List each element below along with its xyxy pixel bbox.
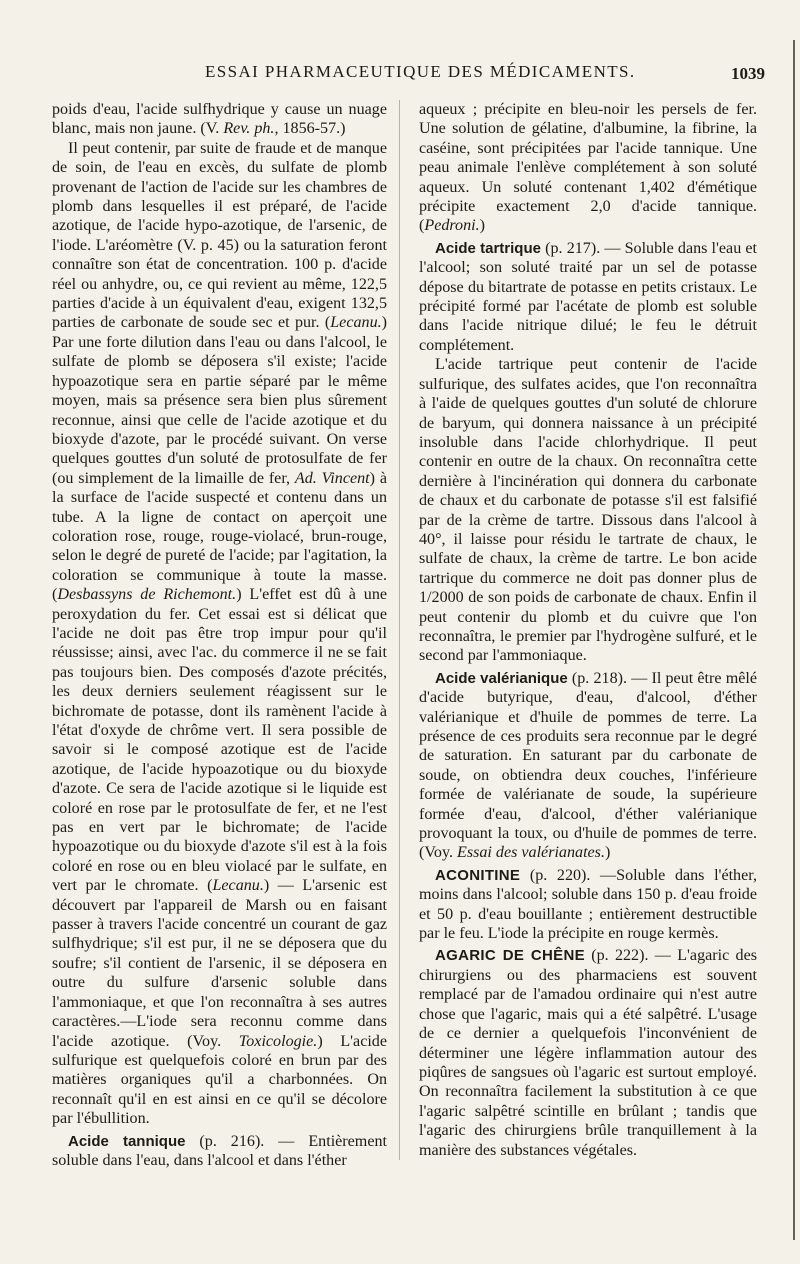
paragraph-continued: [419, 100, 757, 236]
entry-acide-tartrique: [419, 239, 757, 355]
text-run: ) Par une forte dilution dans l'eau ou dans l'alcool, le sulfate de plomb se déposera s'il existe; l'acide hypoazotique sera en partie séparé par le même moyen, mais sa présence sera bien plus sûrement reconnue, ainsi que celle de l'acide azotique et du bioxyde d'azote, par le procédé suivant. On verse quelques gouttes d'un soluté de protosulfate de fer (ou simplement de la limaille de fer,: [52, 314, 387, 487]
text-run: poids d'eau, l'acide sulfhydrique y cause un nuage blanc, mais non jaune. (V.: [52, 101, 387, 138]
text-run: ): [604, 844, 611, 862]
entry-acide-tannique: [52, 1132, 387, 1171]
paragraph-tartrique-impurities: L'acide tartrique peut contenir de l'acide sulfurique, des sulfates acides, que l'on reconnaîtra à l'aide de quelques gouttes d'un soluté de chlorure de baryum, qui donnera naissance à un précipité insoluble dans l'acide chlorhydrique. Il peut contenir en outre de la chaux. On reconnaîtra cette dernière à l'incinération qui donnera du carbonate de chaux et du carbonate de potasse s'il est falsifié par de la crème de tartre. Dissous dans l'alcool à 40°, il laisse pour résidu le tartrate de chaux, le sulfate de chaux, la crème de tartre. Le bon acide tartrique du commerce ne doit pas donner plus de 1/2000 de son poids de carbonate de chaux. Enfin il peut contenir du plomb et du cuivre que l'on reconnaîtra, le premier par l'hydrogène sulfuré, et le second par l'ammoniaque.: [419, 356, 757, 665]
text-run: (p. 217). — Soluble dans l'eau et l'alcool; son soluté traité par un sel de potasse dépose du bitartrate de potasse en petits cristaux. Le précipité formé par l'acétate de plomb est soluble dans l'acide nitrique dilué; le feu le détruit complétement.: [419, 239, 757, 354]
reference: Toxicologie.: [238, 1032, 318, 1050]
reference: Lecanu.: [212, 877, 264, 895]
text-run: aqueux ; précipite en bleu-noir les persels de fer. Une solution de gélatine, d'albumine, la fibrine, la caséine, sont précipitées par l'acide tannique. Une peau animale l'enlève complétement à son soluté aqueux. Un soluté contenant 1,402 d'émétique précipite exactement 2,0 d'acide tannique. (: [419, 101, 757, 235]
reference: Desbassyns de Richemont.: [57, 586, 237, 604]
text-run: (p. 222). — L'agaric des chirurgiens ou des pharmaciens est souvent remplacé par de l'amadou ordinaire qui n'est autre chose que l'agaric, mais qui a été salpêtré. L'usage de ce dernier a quelquefois l'inconvénient de déterminer une légère inflammation autour des piqûres de sangsues où l'agaric est surtout employé. On reconnaîtra facilement la substitution à ce que l'agaric salpêtré scintille en brûlant ; tandis que l'agaric des chirurgiens brûle tranquillement à la manière des substances végétales.: [419, 947, 757, 1159]
entry-term: AGARIC DE CHÊNE: [435, 947, 585, 965]
paragraph-sulfuric-impurities: [52, 139, 387, 1129]
reference: Pedroni.: [424, 217, 480, 235]
reference: Ad. Vincent: [294, 469, 370, 487]
text-run: (p. 216). — Entièrement soluble dans l'eau, dans l'alcool et dans l'éther: [52, 1132, 387, 1169]
reference: Rev. ph.: [223, 120, 275, 138]
entry-term: Acide valérianique: [435, 669, 568, 687]
reference: Lecanu.: [330, 314, 382, 332]
running-title: ESSAI PHARMACEUTIQUE DES MÉDICAMENTS.: [205, 62, 636, 81]
column-divider: [399, 100, 400, 1160]
right-column: [419, 100, 757, 1160]
text-run: ) — L'arsenic est découvert par l'appareil de Marsh ou en faisant passer à travers l'acide concentré un courant de gaz sulfhydrique; s'il est pur, il ne se déposera que du soufre; s'il contient de l'arsenic, il se déposera en outre du sulfure d'arsenic soluble dans l'ammoniaque, et que l'on reconnaîtra à ses autres caractères.—L'iode sera reconnu comme dans l'acide azotique. (Voy.: [52, 877, 387, 1050]
reference: Essai des valérianates.: [457, 844, 605, 862]
entry-acide-valerianique: [419, 669, 757, 863]
paragraph-continued: [52, 100, 387, 139]
text-run: ): [479, 217, 485, 235]
text-run: (p. 220). —Soluble dans l'éther, moins dans l'alcool; soluble dans 150 p. d'eau froide et 50 p. d'eau bouillante ; entièrement destructible par le feu. L'iode la précipite en rouge kermès.: [419, 866, 757, 943]
text-run: , 1856-57.): [274, 120, 346, 138]
left-column: [52, 100, 387, 1170]
text-run: ) à la surface de l'acide suspecté et contenu dans un tube. A la ligne de contact on aperçoit une coloration rose, rouge, rouge-violacé, brun-rouge, selon le degré de pureté de l'acide; par l'agitation, la coloration se communique à toute la masse. (: [52, 469, 387, 604]
text-run: ) L'acide sulfurique est quelquefois coloré en brun par des matières organiques qu'il a charbonnées. On reconnaît qu'il en est ainsi en ce qu'il se décolore par l'ébullition.: [52, 1032, 387, 1128]
text-run: Il peut contenir, par suite de fraude et de manque de soin, de l'eau en excès, du sulfate de plomb provenant de l'action de l'acide sur les chambres de plomb dans lesquelles il est préparé, de l'acide azotique, de l'acide hypo-azotique, de l'arsenic, de l'iode. L'aréomètre (V. p. 45) ou la saturation feront connaître son état de concentration. 100 p. d'acide réel ou anhydre, ou, ce qui revient au même, 122,5 parties d'acide à un équivalent d'eau, exigent 132,5 parties de carbonate de soude sec et pur. (: [52, 139, 387, 332]
page-number: 1039: [731, 64, 765, 83]
entry-aconitine: [419, 866, 757, 944]
entry-term: Acide tartrique: [435, 239, 541, 257]
text-run: (p. 218). — Il peut être mêlé d'acide butyrique, d'eau, d'alcool, d'éther valérianique et d'huile de pommes de terre. La présence de ces produits sera reconnue par le degré de saturation. En saturant par du carbonate de soude, on obtiendra deux couches, l'inférieure formée de valérianate de soude, la supérieure formée d'eau, d'alcool, d'éther valérianique provoquant la toux, ou d'huile de pommes de terre. (Voy.: [419, 669, 757, 862]
entry-agaric-de-chene: [419, 946, 757, 1159]
page-header: [50, 62, 765, 92]
entry-term: Acide tannique: [68, 1132, 186, 1150]
text-run: ) L'effet est dû à une peroxydation du fer. Cet essai est si délicat que l'acide ne doit pas être trop impur pour qu'il réussisse; ainsi, avec l'ac. du commerce il ne se fait pas toujours bien. Des composés d'azote précités, les deux derniers seulement réagissent sur le bichromate de potasse, dont ils ramènent l'acide à l'état d'oxyde de chrôme vert. Il sera possible de savoir si le composé azotique est de l'acide azotique, de l'acide hypoazotique ou du bioxyde d'azote. Ce sera de l'acide azotique si le liquide est coloré en rose par le protosulfate de fer, et ne l'est pas en vert par le bichromate; de l'acide hypoazotique ou du bioxyde d'azote s'il est à la fois coloré en rose ou en bleu violacé par le sulfate, en vert par le chromate. (: [52, 586, 388, 895]
page-edge: [793, 40, 795, 1240]
entry-term: ACONITINE: [435, 866, 521, 884]
